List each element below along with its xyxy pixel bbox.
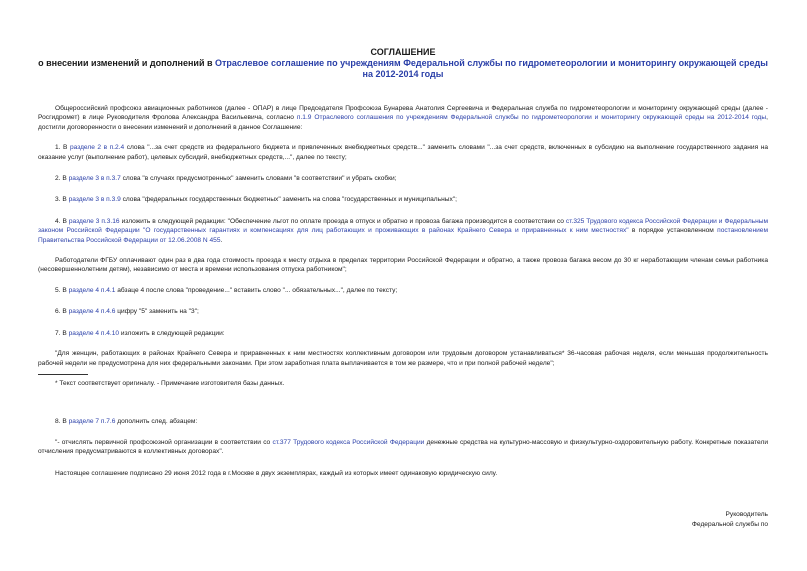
signature-org: Федеральной службы по	[691, 521, 768, 528]
section-4-6-link[interactable]: разделе 4 п.4.6	[68, 308, 116, 316]
labor-code-377-link[interactable]: ст.377 Трудового кодекса Российской Федерации	[272, 438, 425, 446]
item-3	[38, 195, 768, 204]
section-2-4-link[interactable]: разделе 2 в п.2.4	[69, 144, 125, 152]
clause-1-9-link[interactable]: п.1.9 Отраслевого соглашения по учреждениям Федеральной службы по гидрометеорологии и мониторингу окружающей среды на 2012-2014 годы	[296, 114, 767, 122]
item-1	[38, 143, 768, 162]
item-text: изложить в следующей редакции: "Обеспечение льгот по оплате проезда в отпуск и обратно и провоза багажа производится в соответствии со	[119, 217, 566, 225]
item-text: изложить в следующей редакции:	[119, 329, 225, 337]
item-4-paragraph: Работодатели ФГБУ оплачивают один раз в два года стоимость проезда к месту отдыха в пределах территории Российской Федерации и обратно, а также провоза багажа весом до 30 кг неработающим членам семьи работника (несовершеннолетним детям), независимо от места и времени использования отпуска работником";	[38, 257, 768, 274]
intro-text-2: , достигли договоренности о внесении изменений и дополнений в данное Соглашение:	[38, 114, 768, 131]
item-number: 2. В	[55, 175, 69, 183]
doc-title: СОГЛАШЕНИЕ	[370, 47, 436, 57]
government-decree-link[interactable]: постановлением Правительства Российской Федерации от 12.06.2008 N 455	[38, 227, 768, 244]
item-text: .	[220, 236, 223, 244]
item-text: слова "федеральных государственных бюджетных" заменить на слова "государственных и муниципальных";	[120, 196, 457, 204]
doc-subtitle	[38, 58, 768, 80]
section-7-6-link[interactable]: разделе 7 п.7.6	[68, 418, 116, 426]
document-body	[38, 0, 768, 478]
item-7	[38, 329, 768, 338]
item-7-paragraph: "Для женщин, работающих в районах Крайнего Севера и приравненных к ним местностях коллективным договором или трудовым договором устанавливаться* 36-часовая рабочая неделя, если меньшая продолжительность рабочей недели не предусмотрена для них федеральными законами. При этом заработная плата выплачивается в том же размере, что и при полной рабочей неделе";	[38, 350, 768, 367]
section-4-10-link[interactable]: разделе 4 п.4.10	[68, 329, 120, 337]
intro-text-1: Общероссийский профсоюз авиационных работников (далее - ОПАР) в лице Председателя Профсоюза Бунарева Анатолия Сергеевича и Федеральная служба по гидрометеорологии и мониторингу окружающей среды (далее - Росгидромет) в лице Руководителя Фролова Александра Васильевича, согласно	[38, 105, 768, 122]
item-4	[38, 217, 768, 245]
item-text: дополнить след. абзацем:	[115, 418, 198, 426]
item-number: 8. В	[55, 418, 69, 426]
section-3-7-link[interactable]: разделе 3 в п.3.7	[68, 175, 121, 183]
item-number: 1. В	[55, 144, 70, 152]
labor-code-325-link[interactable]: ст.325 Трудового кодекса Российской Федерации и Федеральным законом Российской Федерации "О государственных гарантиях и компенсациях для лиц работающих и проживающих в районах Крайнего Севера и приравненных к ним местностях"	[38, 217, 769, 235]
section-3-9-link[interactable]: разделе 3 в п.3.9	[68, 196, 121, 204]
closing-paragraph: Настоящее соглашение подписано 29 июня 2012 года в г.Москве в двух экземплярах, каждый из которых имеет одинаковую юридическую силу.	[55, 469, 498, 477]
item-text: слова "...за счет средств из федерального бюджета и привлеченных внебюджетных средств..." заменить словами "...за счет средств, включенных в субсидию на выполнение государственного задания на оказание услуг (выполнение работ), целевых субсидий, внебюджетных средств,...", далее по тексту;	[38, 144, 769, 161]
item-text: абзаце 4 после слова "проведение..." вставить слово "... обязательных...", далее по тексту;	[115, 286, 398, 294]
item-8	[38, 417, 768, 426]
item-5	[38, 286, 768, 295]
subtitle-prefix: о внесении изменений и дополнений в	[38, 58, 216, 68]
footnote: * Текст соответствует оригиналу. - Примечание изготовителя базы данных.	[55, 379, 285, 387]
item-6	[38, 307, 768, 316]
item-8-paragraph	[38, 438, 768, 457]
item-number: 4. В	[55, 217, 69, 225]
section-3-16-link[interactable]: разделе 3 п.3.16	[68, 217, 120, 225]
signature-block	[692, 510, 768, 530]
item-number: 7. В	[55, 329, 69, 337]
item-number: 3. В	[55, 196, 69, 204]
item-text: в порядке установленном	[628, 227, 718, 235]
footnote-divider	[38, 374, 88, 375]
section-4-1-link[interactable]: разделе 4 п.4.1	[68, 286, 116, 294]
item-number: 6. В	[55, 308, 69, 316]
item-number: 5. В	[55, 286, 69, 294]
item-text: цифру "5" заменить на "3";	[115, 308, 199, 316]
item-text: слова "в случаях предусмотренных" заменить словами "в соответствии" и убрать скобки;	[120, 175, 397, 183]
intro-paragraph	[38, 104, 768, 132]
item-text: "- отчислять первичной профсоюзной организации в соответствии со	[55, 438, 273, 446]
signature-title: Руководитель	[725, 511, 768, 518]
item-text: денежные средства на культурно-массовую и физкультурно-оздоровительную работу. Конкретные показатели отчисления предусматриваются в коллективных договорах".	[38, 438, 768, 456]
agreement-link[interactable]: Отраслевое соглашение по учреждениям Федеральной службы по гидрометеорологии и мониторингу окружающей среды на 2012-2014 годы	[215, 58, 768, 79]
item-2	[38, 174, 768, 183]
